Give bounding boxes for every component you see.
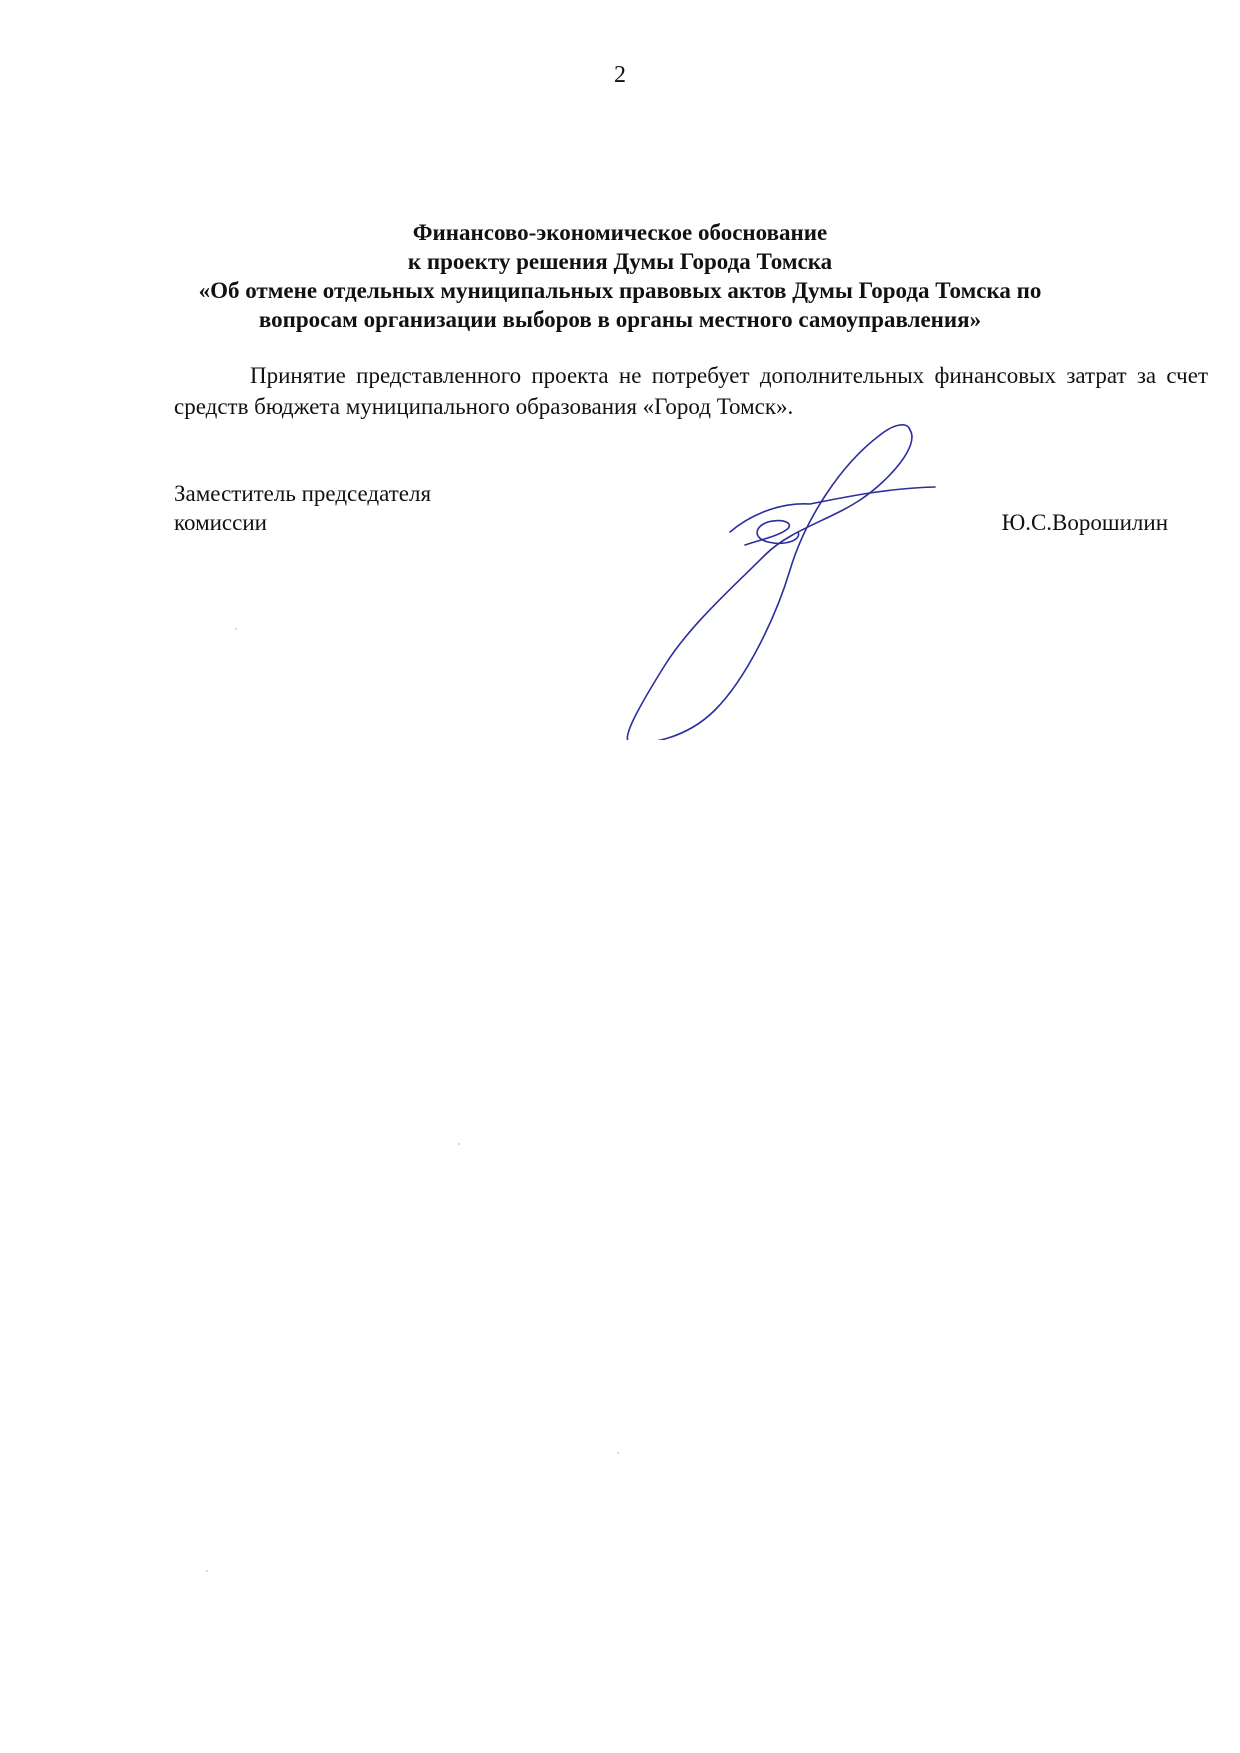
scan-speck (235, 628, 237, 630)
title-line-3: «Об отмене отдельных муниципальных правовых актов Думы Города Томска по (198, 278, 1042, 303)
signer-position (174, 479, 431, 537)
page-number: 2 (614, 62, 626, 88)
body-paragraph: Принятие представленного проекта не потребует дополнительных финансовых затрат за счет средств бюджета муниципального образования «Город Томск». (174, 363, 1208, 419)
signature-small-loop (745, 521, 799, 545)
document-title (100, 218, 1140, 334)
title-line-1: Финансово-экономическое обоснование (412, 220, 828, 245)
scan-speck (617, 1452, 619, 1454)
title-line-2: к проекту решения Думы Города Томска (407, 249, 833, 274)
signer-name: Ю.С.Ворошилин (1001, 510, 1168, 535)
signer-position-line-2: комиссии (174, 510, 267, 535)
signature-main-loop (627, 425, 912, 740)
title-line-4: вопросам организации выборов в органы местного самоуправления» (258, 307, 982, 332)
scan-speck (206, 1570, 208, 1572)
handwritten-signature (590, 420, 950, 740)
signer-position-line-1: Заместитель председателя (174, 481, 432, 506)
scan-speck (458, 1143, 460, 1145)
